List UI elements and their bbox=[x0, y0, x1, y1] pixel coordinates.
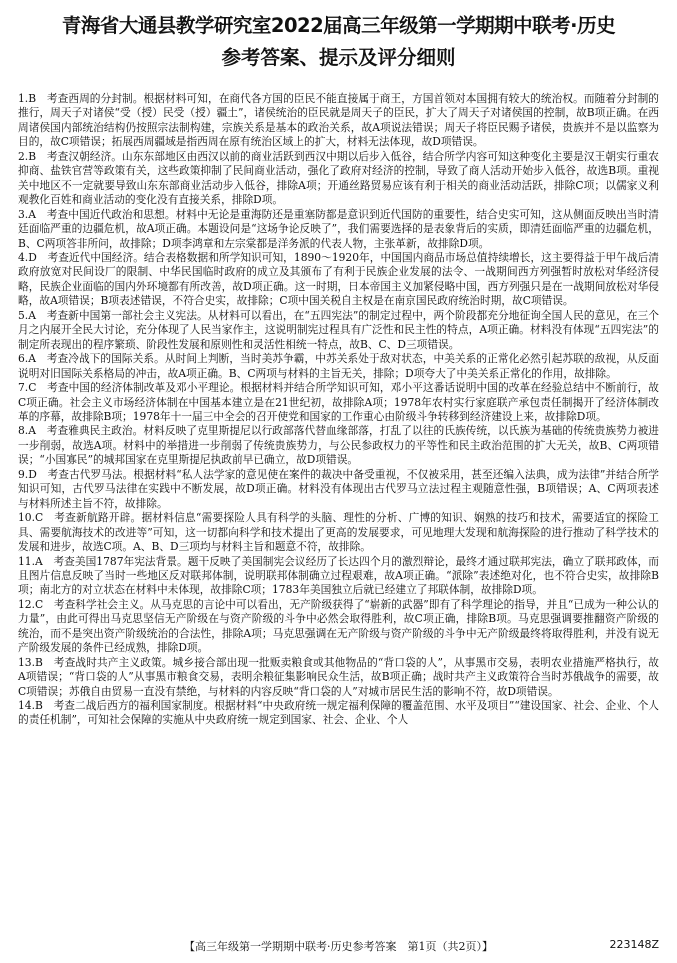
answer-item: 4.D 考查近代中国经济。结合表格数据和所学知识可知，1890～1920年，中国国内商品市场总值持续增长，这主要得益于甲午战后清政府放宽对民间设厂的限制、中华民国临时政府的成立及其颁布了有利于民族企业发展的法令、一战期间西方列强暂时放松对华经济侵略，民族企业面临的国内外环境都有所改善，故D项正确。这一时期，日本帝国主义加紧侵略中国，西方列强只是在一战期间放松对华侵略，故A项错误；B项表述错误，不符合史实，故排除；C项中国关税自主权是在南京国民政府统治时期，故C项错误。 bbox=[18, 250, 659, 308]
answer-item: 7.C 考查中国的经济体制改革及邓小平理论。根据材料并结合所学知识可知，邓小平这番话说明中国的改革在经验总结中不断前行，故C项正确。社会主义市场经济体制在中国基本建立是在21世纪初，故排除A项；1978年农村实行家庭联产承包责任制揭开了经济体制改革的序幕，故排除B项；1978年十一届三中全会的召开使党和国家的工作重心由阶级斗争转移到经济建设上来，故排除D项。 bbox=[18, 381, 659, 423]
document-title: 青海省大通县教学研究室2022届高三年级第一学期期中联考·历史 bbox=[61, 14, 616, 37]
answer-list bbox=[18, 92, 659, 728]
answer-item: 10.C 考查新航路开辟。据材料信息“需要探险人具有科学的头脑、理性的分析、广博的知识、娴熟的技巧和技术，需要适宜的探险工具、需要航海技术的改进等”可知，这一切都向科学和技术提出了更高的发展要求，可见地理大发现和航海探险的进行推动了科学技术的发展和进步，故选C项。A、B、D三项均与材料主旨和题意不符，故排除。 bbox=[18, 511, 659, 554]
answer-item: 3.A 考查中国近代政治和思想。材料中无论是重海防还是重塞防都是意识到近代国防的重要性，结合史实可知，这从侧面反映出当时清廷面临严重的边疆危机，故A项正确。本题设问是“这场争论反映了”，我们需要选择的是表象背后的实质，即清廷面临严重的边疆危机，B、C两项答非所问，故排除；D项李鸿章和左宗棠都是洋务派的代表人物，主张革新，故排除D项。 bbox=[18, 207, 659, 250]
footer-doc-code: 223148Z bbox=[609, 938, 659, 951]
answer-item: 2.B 考查汉朝经济。山东东部地区由西汉以前的商业活跃到西汉中期以后步入低谷，结合所学内容可知这种变化主要是汉王朝实行重农抑商、盐铁官营等政策有关，这些政策抑制了民间商业活动，强化了政府对经济的控制，导致了商人活动开始步入低谷，故选B项。重视关中地区不一定就要导致山东东部商业活动步入低谷，排除A项；开通丝路贸易应该有利于相关的商业活动活跃，排除C项；以儒家义利观教化百姓和商业活动的变化没有直接关系，排除D项。 bbox=[18, 149, 659, 207]
answer-item: 5.A 考查新中国第一部社会主义宪法。从材料可以看出，在“五四宪法”的制定过程中，两个阶段都充分地征询全国人民的意见，在三个月之内展开全民大讨论，充分体现了人民当家作主，这说明制宪过程具有广泛性和民主性的特点，A项正确。材料没有体现“五四宪法”的制定所表现出的程序繁琐、阶段性发展和原则性和灵活性相统一特点，故B、C、D三项错误。 bbox=[18, 308, 659, 351]
answer-item: 1.B 考查西周的分封制。根据材料可知，在商代各方国的臣民不能直接属于商王，方国首领对本国拥有较大的统治权。而随着分封制的推行，周天子对诸侯“受（授）民受（授）疆土”，诸侯统治的臣民就是周天子的臣民，扩大了周天子对诸侯国的控制，故B项正确。在西周诸侯国内部统治结构仍按照宗法制构建，宗族关系是基本的政治关系，故A项说法错误；周天子将臣民赐予诸侯，贵族并不是以监察为目的，故C项错误；拓展西周疆域是指西周在原有统治区域上的扩大，材料无法体现，故D项错误。 bbox=[18, 92, 659, 149]
answer-item: 12.C 考查科学社会主义。从马克思的言论中可以看出，无产阶级获得了“崭新的武器”即有了科学理论的指导，并且“已成为一种公认的力量”，由此可得出马克思坚信无产阶级在与资产阶级的斗争中必然会取得胜利，故C项正确，排除B项。马克思强调要推翻资产阶级的统治，而不是突出资产阶级统治的合法性，排除A项；马克思强调在无产阶级与资产阶级的斗争中无产阶级最终将取得胜利，并没有说无产阶级发展的条件已经成熟，排除D项。 bbox=[18, 597, 659, 655]
answer-item: 13.B 考查战时共产主义政策。城乡接合部出现一批贩卖粮食或其他物品的“背口袋的人”，从事黑市交易，表明农业措施严格执行，故A项错误；“背口袋的人”从事黑市粮食交易，表明余粮征集影响民众生活，故B项正确；战时共产主义政策符合当时苏俄战争的需要，故C项错误；苏俄自由贸易一直没有禁绝，与材料的内容反映“背口袋的人”对城市居民生活的影响不符，故D项错误。 bbox=[18, 655, 659, 698]
document-subtitle: 参考答案、提示及评分细则 bbox=[221, 46, 456, 69]
answer-item: 9.D 考查古代罗马法。根据材料“私人法学家的意见使在案件的裁决中备受重视，不仅被采用，甚至还编入法典，成为法律”并结合所学知识可知，古代罗马法律在实践中不断发展，故D项正确。材料没有体现出古代罗马立法过程主观随意性强，B项错误；A、C两项表述与材料所述主旨不符，故排除。 bbox=[18, 467, 659, 510]
page-footer bbox=[0, 938, 677, 954]
answer-item: 6.A 考查冷战下的国际关系。从时间上判断，当时美苏争霸，中苏关系处于敌对状态，中美关系的正常化必然引起苏联的敌视，从反面说明对旧国际关系格局的冲击，故A项正确。B、C两项与材料的主旨无关，排除；D项夸大了中美关系正常化的作用，故排除。 bbox=[18, 352, 659, 380]
answer-item: 11.A 考查美国1787年宪法背景。题干反映了美国制宪会议经历了长达四个月的激烈辩论，最终才通过联邦宪法，确立了联邦政体，而且图片信息反映了当时一些地区反对联邦体制，说明联邦体制确立过程艰难，故A项正确。“派除”表述绝对化，也不符合史实，故排除B项；南北方的对立状态在材料中未体现，故排除C项；1783年美国独立后就已经建立了邦联体制，故排除D项。 bbox=[18, 554, 659, 597]
footer-page-info: 【高三年级第一学期期中联考·历史参考答案 第1页（共2页）】 bbox=[184, 940, 493, 953]
answer-item: 14.B 考查二战后西方的福利国家制度。根据材料“中央政府统一规定福利保障的覆盖范围、水平及项目”“建设国家、社会、企业、个人的责任机制”，可知社会保障的实施从中央政府统一规定到国家、社会、企业、个人 bbox=[18, 699, 659, 727]
answer-item: 8.A 考查雅典民主政治。材料反映了克里斯提尼以行政部落代替血缘部落，打乱了以往的氏族传统，以氏族为基础的传统贵族势力被进一步削弱，故选A项。材料中的举措进一步削弱了传统贵族势力，与公民参政权力的平等性和民主政治范围的扩大无关，故B、C两项错误；“小国寡民”的城邦国家在克里斯提尼执政前早已确立，故D项错误。 bbox=[18, 424, 659, 467]
